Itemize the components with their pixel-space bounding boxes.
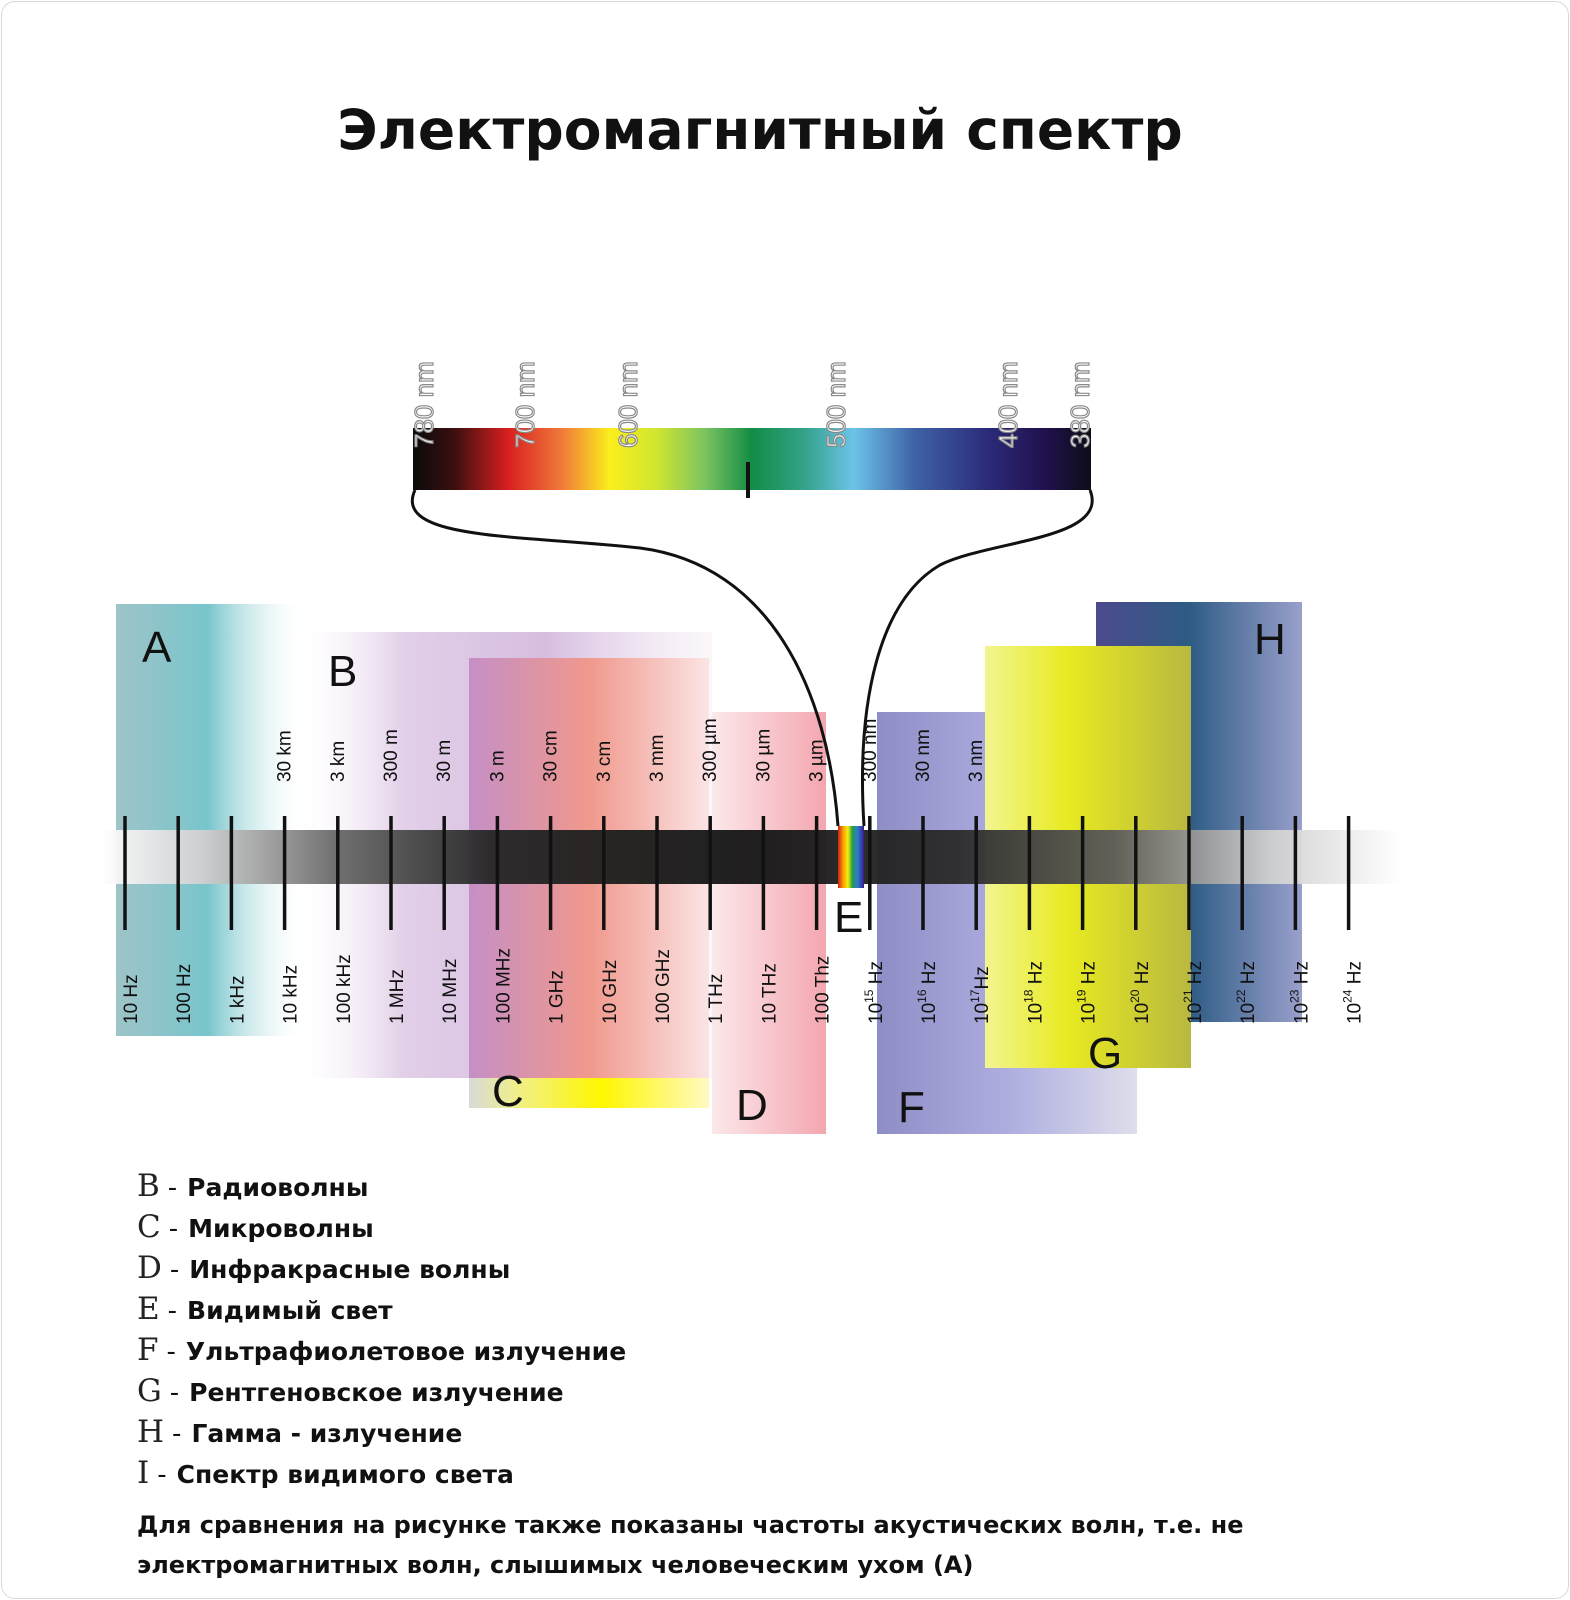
wavelength-tick-label: 3 nm [966, 739, 988, 782]
wavelength-tick-label: 30 m [434, 739, 456, 782]
wavelength-tick-label: 30 µm [753, 728, 775, 782]
wavelength-tick-label: 3 mm [647, 734, 668, 782]
frequency-tick-label [706, 974, 727, 1024]
legend-letter: C [137, 1209, 161, 1245]
frequency-unit: Hz [1078, 961, 1100, 990]
frequency-base: 100 MHz [493, 947, 515, 1024]
frequency-base: 1 THz [706, 973, 728, 1024]
frequency-tick-label [1287, 961, 1312, 1024]
frequency-base: 10 [1291, 1002, 1313, 1024]
frequency-exponent: 21 [1181, 989, 1195, 1003]
wavelength-tick-label: 300 nm [859, 718, 881, 782]
wavelength-tick-label: 30 nm [913, 729, 934, 782]
frequency-tick-label [440, 959, 461, 1024]
frequency-base: 10 [865, 1002, 887, 1024]
band-letter-F: F [898, 1083, 925, 1132]
frequency-exponent: 16 [915, 989, 929, 1003]
frequency-unit: Hz [1344, 961, 1366, 990]
wavelength-tick-label: 300 µm [700, 718, 722, 782]
legend-text: Микроволны [188, 1214, 374, 1243]
visible-wavelength-label: 780 nm [409, 361, 439, 448]
legend-letter: E [137, 1291, 160, 1327]
frequency-unit: Hz [1291, 961, 1313, 990]
legend [137, 1168, 626, 1496]
frequency-tick-label [174, 964, 195, 1024]
legend-letter: H [137, 1414, 165, 1450]
frequency-exponent: 19 [1074, 989, 1089, 1003]
frequency-base: 10 Hz [121, 974, 142, 1024]
frequency-base: 100 Thz [812, 955, 834, 1024]
frequency-exponent: 20 [1127, 989, 1142, 1003]
frequency-base: 10 [1185, 1002, 1206, 1024]
legend-separator: - [168, 1214, 179, 1244]
legend-text: Видимый свет [187, 1296, 393, 1325]
frequency-exponent: 15 [861, 989, 876, 1003]
legend-separator: - [169, 1378, 180, 1408]
band-letter-C: C [492, 1067, 524, 1116]
frequency-base: 10 [1078, 1002, 1100, 1024]
legend-letter: I [137, 1455, 150, 1491]
band-letter-A: A [142, 623, 172, 672]
visible-wavelength-label: 700 nm [510, 361, 540, 448]
frequency-unit: Hz [1238, 961, 1260, 990]
frequency-unit: Hz [1185, 961, 1206, 990]
legend-text: Радиоволны [187, 1173, 369, 1202]
frequency-unit: Hz [972, 966, 994, 990]
frequency-tick-label [653, 949, 674, 1024]
wavelength-tick-label: 30 cm [540, 730, 562, 782]
legend-item [137, 1250, 626, 1291]
legend-letter: F [137, 1332, 159, 1368]
frequency-base: 10 MHz [440, 958, 462, 1024]
frequency-base: 10 [1131, 1002, 1153, 1024]
legend-item [137, 1209, 626, 1250]
legend-item [137, 1455, 626, 1496]
frequency-tick-label [813, 956, 834, 1024]
frequency-unit: Hz [865, 961, 887, 990]
wavelength-tick-label: 3 µm [806, 739, 828, 782]
visible-wavelength-label: 400 nm [993, 361, 1023, 448]
legend-text: Инфракрасные волны [189, 1255, 511, 1284]
frequency-base: 100 kHz [333, 954, 355, 1024]
legend-text: Спектр видимого света [176, 1460, 514, 1489]
band-letter-E: E [834, 893, 864, 942]
legend-separator: - [157, 1460, 167, 1490]
band-letter-H: H [1254, 615, 1286, 664]
frequency-tick-label [493, 948, 514, 1024]
frequency-exponent: 24 [1340, 989, 1355, 1003]
wavelength-tick-label: 30 km [274, 730, 296, 782]
legend-letter: G [137, 1373, 162, 1409]
visible-light-strip [838, 826, 864, 888]
frequency-unit: Hz [1131, 961, 1153, 990]
frequency-tick-label [281, 965, 302, 1024]
frequency-tick-label [387, 969, 408, 1024]
band-letter-B: B [328, 647, 358, 696]
page-title: Электромагнитный спектр [337, 98, 1183, 162]
wavelength-tick-label: 3 km [327, 740, 349, 782]
frequency-exponent: 18 [1021, 989, 1036, 1003]
frequency-base: 10 GHz [599, 959, 621, 1024]
legend-text: Рентгеновское излучение [189, 1378, 564, 1407]
footnote: Для сравнения на рисунке также показаны частоты акустических волн, т.е. не электромагнитных волн, слышимых человеческим ухом (А) [137, 1511, 1244, 1579]
frequency-exponent: 22 [1234, 989, 1249, 1003]
frequency-base: 10 [1344, 1002, 1366, 1024]
legend-separator: - [172, 1419, 182, 1449]
legend-separator: - [169, 1255, 180, 1285]
visible-wavelength-label: 600 nm [613, 361, 643, 448]
legend-separator: - [167, 1173, 178, 1203]
frequency-exponent: 17 [968, 989, 983, 1003]
frequency-unit: Hz [919, 961, 940, 990]
spectrum-axis-bar [100, 830, 1400, 884]
wavelength-tick-label: 300 m [381, 729, 402, 782]
visible-wavelength-label: 380 nm [1065, 361, 1095, 448]
frequency-unit: Hz [1025, 961, 1047, 990]
legend-letter: D [137, 1250, 162, 1286]
legend-separator: - [167, 1296, 178, 1326]
frequency-base: 100 GHz [653, 949, 674, 1024]
frequency-base: 10 [1025, 1002, 1047, 1024]
band-letter-G: G [1088, 1029, 1123, 1078]
legend-separator: - [166, 1337, 176, 1367]
frequency-exponent: 23 [1287, 989, 1302, 1003]
wavelength-tick-label: 3 cm [593, 740, 615, 782]
legend-item [137, 1332, 626, 1373]
frequency-tick-label [227, 975, 248, 1024]
legend-text: Гамма - излучение [191, 1419, 463, 1448]
visible-wavelength-label: 500 nm [821, 361, 851, 448]
frequency-base: 10 [919, 1002, 940, 1024]
frequency-base: 10 THz [759, 963, 781, 1024]
frequency-base: 1 kHz [227, 975, 249, 1024]
frequency-tick-label [600, 960, 621, 1024]
legend-item [137, 1168, 626, 1209]
frequency-tick-label [1341, 961, 1366, 1024]
frequency-tick-label [759, 963, 780, 1024]
frequency-tick-label [547, 970, 568, 1024]
frequency-base: 1 GHz [546, 970, 568, 1024]
band-letter-D: D [736, 1081, 768, 1130]
frequency-base: 100 Hz [174, 963, 196, 1024]
wavelength-tick-label: 3 m [487, 750, 509, 782]
legend-text: Ультрафиолетовое излучение [185, 1337, 627, 1366]
legend-item [137, 1291, 626, 1332]
legend-item [137, 1414, 626, 1455]
legend-letter: B [137, 1168, 160, 1204]
frequency-tick-label [334, 954, 355, 1024]
frequency-base: 10 kHz [280, 964, 302, 1024]
frequency-tick-label [121, 974, 142, 1024]
legend-item [137, 1373, 626, 1414]
frequency-base: 10 [1238, 1002, 1260, 1024]
frequency-base: 10 [972, 1002, 994, 1024]
frequency-base: 1 MHz [387, 969, 408, 1024]
